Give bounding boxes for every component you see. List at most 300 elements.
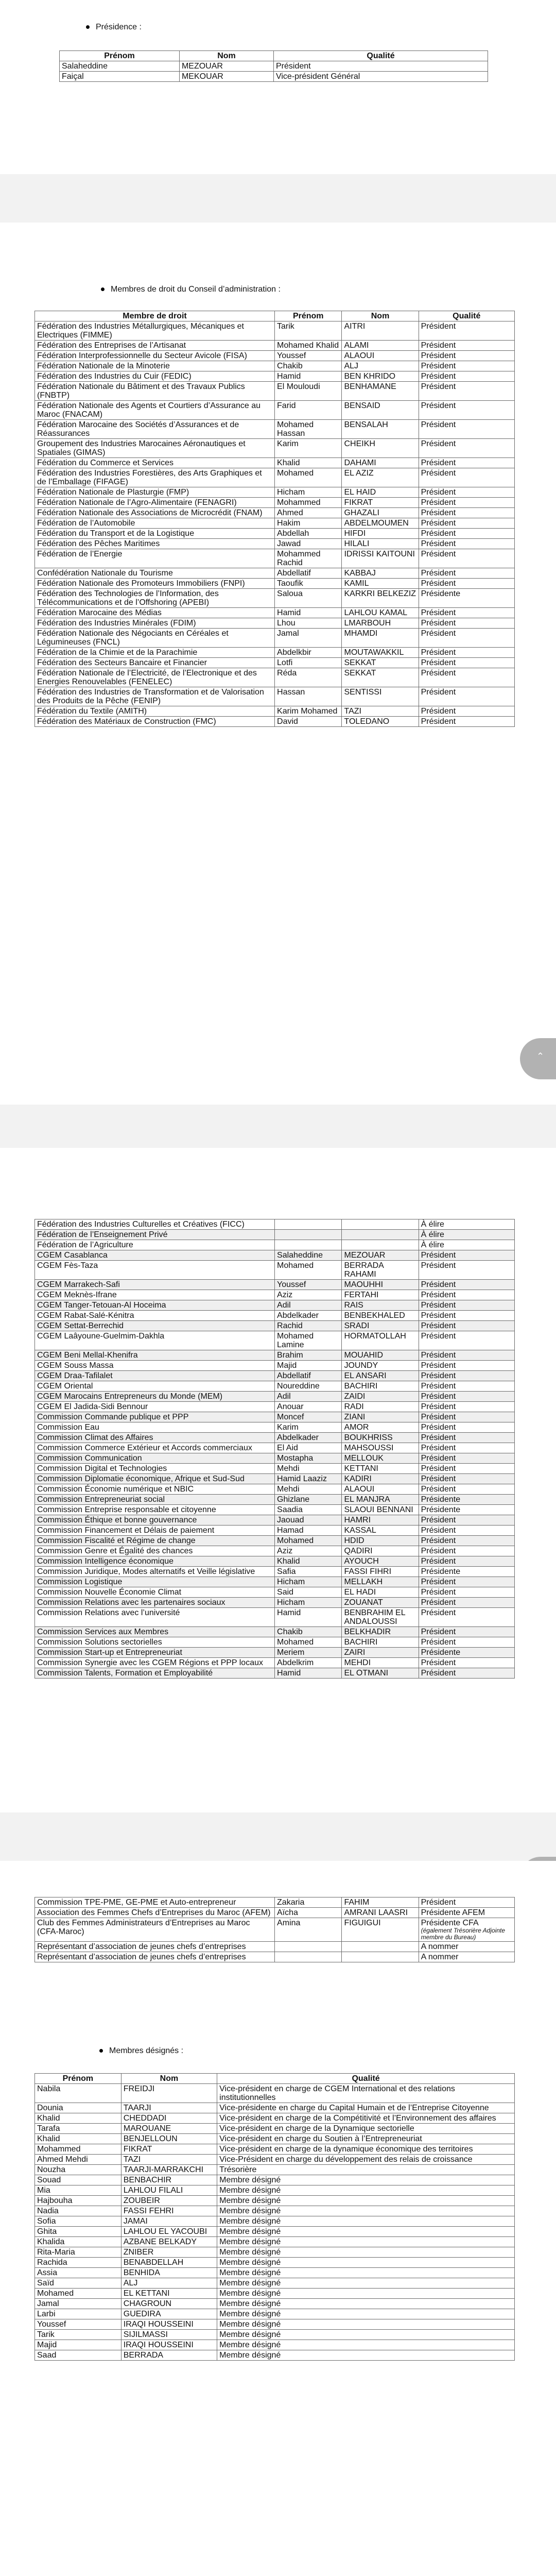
table-row: [35, 1587, 515, 1598]
table-cell: Fédération Nationale des Associations de Microcrédit (FNAM): [35, 508, 275, 518]
table-cell: Président: [419, 382, 514, 401]
table-cell: Farid: [275, 401, 342, 420]
table-cell: Président: [419, 618, 514, 629]
scroll-up-button[interactable]: [520, 1038, 556, 1079]
table-cell: Président: [419, 568, 514, 579]
table-cell: Commission Climat des Affaires: [35, 1433, 275, 1443]
table-cell: CGEM Fès-Taza: [35, 1261, 275, 1280]
table-cell: IDRISSI KAITOUNI: [342, 549, 419, 568]
table-cell: Fédération du Textile (AMITH): [35, 706, 275, 717]
table-row: [35, 2247, 515, 2258]
table-cell: Tarafa: [35, 2124, 121, 2134]
table-cell: Fédération des Entreprises de l’Artisanat: [35, 341, 275, 351]
document-page-3: [0, 1148, 556, 1812]
table-cell: Président: [419, 458, 514, 468]
table-cell: Abdelkader: [275, 1311, 342, 1321]
table-cell: AMOR: [342, 1422, 419, 1433]
table-cell: Président: [419, 1412, 514, 1422]
table-cell: ZOUANAT: [342, 1598, 419, 1608]
table-cell: Dounia: [35, 2103, 121, 2113]
table-cell: Noureddine: [275, 1381, 342, 1392]
table-cell: Président: [419, 549, 514, 568]
chevron-up-icon: ⌃: [536, 1051, 545, 1061]
table-cell: Membre désigné: [217, 2319, 515, 2330]
table-cell: Commission Fiscalité et Régime de change: [35, 1536, 275, 1546]
table-row: [35, 1942, 515, 1952]
table-cell: Président: [419, 371, 514, 382]
table-header-row: [60, 51, 488, 61]
table-cell: BENABDELLAH: [121, 2258, 217, 2268]
table-row: [35, 629, 515, 648]
table-cell: Mohamed Hassan: [275, 420, 342, 439]
table-row: [35, 1381, 515, 1392]
table-cell: Fédération des Secteurs Bancaire et Financier: [35, 658, 275, 668]
table-cell: Aïcha: [275, 1908, 342, 1918]
table-cell: CGEM Beni Mellal-Khenifra: [35, 1350, 275, 1361]
table-cell: MAOUHHI: [342, 1280, 419, 1290]
table-cell: Président: [419, 1350, 514, 1361]
table-cell: Abdellah: [275, 529, 342, 539]
table-cell: Karim: [275, 1422, 342, 1433]
table-cell: Président: [419, 1897, 514, 1908]
table-cell: ABDELMOUMEN: [342, 518, 419, 529]
table-cell: Président: [419, 401, 514, 420]
table-row: [35, 589, 515, 608]
table-cell: MOUAHID: [342, 1350, 419, 1361]
bullet-icon: [101, 287, 105, 291]
table-cell: Khalid: [35, 2113, 121, 2124]
table-row: [35, 1526, 515, 1536]
table-cell: Président: [419, 529, 514, 539]
table-cell: Président: [419, 1577, 514, 1587]
table-cell: Représentant d’association de jeunes chefs d’entreprises: [35, 1942, 275, 1952]
table-cell: El Aid: [275, 1443, 342, 1453]
table-row: [35, 1261, 515, 1280]
table-cell: CGEM Draa-Tafilalet: [35, 1371, 275, 1381]
table-row: [35, 468, 515, 487]
table-row: [35, 2165, 515, 2175]
table-cell: Présidente: [419, 1648, 514, 1658]
table-cell: Tarik: [35, 2330, 121, 2340]
table-cell: SIJILMASSI: [121, 2330, 217, 2340]
table-cell: CGEM Settat-Berrechid: [35, 1321, 275, 1331]
table-cell: Mehdi: [275, 1484, 342, 1495]
table-cell: BENHAMANE: [342, 382, 419, 401]
table-row: [35, 1350, 515, 1361]
table-cell: AMRANI LAASRI: [342, 1908, 419, 1918]
column-header: Nom: [121, 2074, 217, 2084]
table-cell: Commission Nouvelle Économie Climat: [35, 1587, 275, 1598]
cell-note: (également Trésorière Adjointe membre du Bureau): [421, 1927, 506, 1941]
table-cell: [275, 1942, 342, 1952]
table-cell: Khalid: [35, 2134, 121, 2144]
table-cell: Président: [419, 1464, 514, 1474]
table-cell: SEKKAT: [342, 658, 419, 668]
table-cell: Président: [419, 1453, 514, 1464]
table-cell: EL ANSARI: [342, 1371, 419, 1381]
table-cell: Commission Entrepreneuriat social: [35, 1495, 275, 1505]
table-cell: CGEM Rabat-Salé-Kénitra: [35, 1311, 275, 1321]
table-cell: Président: [419, 1311, 514, 1321]
document-page-1: [0, 0, 556, 174]
table-row: [35, 1371, 515, 1381]
column-header: Nom: [179, 51, 273, 61]
table-cell: Hamad: [275, 1526, 342, 1536]
table-cell: Sofia: [35, 2216, 121, 2227]
table-cell: Membre désigné: [217, 2185, 515, 2196]
table-cell: Membre désigné: [217, 2350, 515, 2361]
table-cell: Président: [419, 1280, 514, 1290]
table-cell: Saad: [35, 2350, 121, 2361]
table-cell: [275, 1230, 342, 1240]
table-cell: Jawad: [275, 539, 342, 549]
table-cell: KASSAL: [342, 1526, 419, 1536]
table-row: [35, 2103, 515, 2113]
table-cell: Président: [419, 1321, 514, 1331]
table-cell: KETTANI: [342, 1464, 419, 1474]
table-row: [35, 1897, 515, 1908]
table-cell: Rachid: [275, 1321, 342, 1331]
table-cell: [342, 1942, 419, 1952]
table-cell: Fédération des Industries Forestières, des Arts Graphiques et de l’Emballage (FIFAGE): [35, 468, 275, 487]
table-cell: ZNIBER: [121, 2247, 217, 2258]
table-cell: Président: [419, 717, 514, 727]
table-cell: Membre désigné: [217, 2258, 515, 2268]
table-row: [35, 351, 515, 361]
table-cell: Fédération de l’Automobile: [35, 518, 275, 529]
bullet-icon: [86, 25, 90, 29]
table-row: [35, 458, 515, 468]
table-cell: Mohammed Rachid: [275, 549, 342, 568]
table-cell: Président: [419, 1443, 514, 1453]
table-row: [35, 1567, 515, 1577]
table-cell: Mia: [35, 2185, 121, 2196]
table-cell: Ghita: [35, 2227, 121, 2237]
table-cell: MOUTAWAKKIL: [342, 648, 419, 658]
table-cell: Président: [419, 608, 514, 618]
table-cell: Membre désigné: [217, 2247, 515, 2258]
table-row: [35, 1412, 515, 1422]
table-row: [35, 2340, 515, 2350]
table-row: [35, 568, 515, 579]
table-cell: Aziz: [275, 1290, 342, 1300]
table-cell: Commission Genre et Égalité des chances: [35, 1546, 275, 1556]
table-row: [35, 2175, 515, 2185]
table-cell: Fédération de la Chimie et de la Parachimie: [35, 648, 275, 658]
table-cell: Membre désigné: [217, 2196, 515, 2206]
table-row: [35, 717, 515, 727]
table-cell: TAZI: [121, 2155, 217, 2165]
column-header: Prénom: [275, 311, 342, 321]
table-cell: Club des Femmes Administrateurs d’Entreprises au Maroc (CFA-Maroc): [35, 1918, 275, 1942]
column-header: Qualité: [419, 311, 514, 321]
table-row: [60, 61, 488, 72]
table-cell: BACHIRI: [342, 1637, 419, 1648]
table-cell: Fédération du Commerce et Services: [35, 458, 275, 468]
section-heading-membres-designes: Membres désignés :: [99, 2046, 552, 2056]
table-row: [35, 687, 515, 706]
table-cell: KABBAJ: [342, 568, 419, 579]
table-row: [35, 1240, 515, 1250]
table-cell: KARKRI BELKEZIZ: [342, 589, 419, 608]
table-cell: Souad: [35, 2175, 121, 2185]
table-cell: Rachida: [35, 2258, 121, 2268]
table-cell: Khalid: [275, 458, 342, 468]
table-cell: Président: [419, 658, 514, 668]
table-cell: FERTAHI: [342, 1290, 419, 1300]
table-row: [35, 1219, 515, 1230]
table-cell: Hassan: [275, 687, 342, 706]
table-cell: Président: [419, 1392, 514, 1402]
table-cell: CHEDDADI: [121, 2113, 217, 2124]
table-cell: Youssef: [275, 351, 342, 361]
membres-droit-table: [34, 311, 515, 727]
table-row: [35, 1453, 515, 1464]
table-cell: Salaheddine: [60, 61, 180, 72]
document-page-4: [0, 1861, 556, 2576]
table-row: [35, 1637, 515, 1648]
table-cell: Président: [419, 1598, 514, 1608]
table-cell: ZIANI: [342, 1412, 419, 1422]
table-cell: SRADI: [342, 1321, 419, 1331]
table-cell: David: [275, 717, 342, 727]
table-cell: Président: [419, 1668, 514, 1679]
table-row: [35, 1648, 515, 1658]
table-cell: BENHIDA: [121, 2268, 217, 2278]
table-cell: FAHIM: [342, 1897, 419, 1908]
table-cell: MAHSOUSSI: [342, 1443, 419, 1453]
table-cell: GHAZALI: [342, 508, 419, 518]
table-cell: A nommer: [419, 1952, 514, 1962]
table-cell: Fédération des Industries Minérales (FDIM): [35, 618, 275, 629]
table-cell: LMARBOUH: [342, 618, 419, 629]
table-row: [35, 648, 515, 658]
table-cell: ZAIRI: [342, 1648, 419, 1658]
table-row: [35, 1474, 515, 1484]
document-page-2: [0, 223, 556, 1105]
table-cell: Membre désigné: [217, 2330, 515, 2340]
table-row: [35, 1598, 515, 1608]
table-cell: CGEM Laâyoune-Guelmim-Dakhla: [35, 1331, 275, 1350]
table-cell: FIGUIGUI: [342, 1918, 419, 1942]
table-cell: ZAIDI: [342, 1392, 419, 1402]
table-row: [35, 1515, 515, 1526]
table-row: [35, 2237, 515, 2247]
table-cell: Présidente: [419, 1567, 514, 1577]
table-cell: Hicham: [275, 1577, 342, 1587]
table-cell: SEKKAT: [342, 668, 419, 687]
table-cell: Commission Digital et Technologies: [35, 1464, 275, 1474]
table-cell: Confédération Nationale du Tourisme: [35, 568, 275, 579]
table-cell: Fédération des Industries de Transformation et de Valorisation des Produits de la Pêche (FENIP): [35, 687, 275, 706]
table-cell: Président: [419, 1300, 514, 1311]
table-cell: Président: [419, 1637, 514, 1648]
table-cell: Président: [419, 539, 514, 549]
table-cell: Aziz: [275, 1546, 342, 1556]
table-cell: TOLEDANO: [342, 717, 419, 727]
table-cell: Président: [419, 648, 514, 658]
table-row: [35, 2330, 515, 2340]
table-cell: IRAQI HOUSSEINI: [121, 2340, 217, 2350]
table-cell: Commission Diplomatie économique, Afrique et Sud-Sud: [35, 1474, 275, 1484]
table-cell: Président: [419, 518, 514, 529]
table-cell: Fédération Nationale du Bâtiment et des Travaux Publics (FNBTP): [35, 382, 275, 401]
table-cell: Président: [419, 439, 514, 458]
table-cell: FASSI FIHRI: [342, 1567, 419, 1577]
table-cell: HILALI: [342, 539, 419, 549]
table-cell: Commission Logistique: [35, 1577, 275, 1587]
table-cell: Tarik: [275, 321, 342, 341]
table-cell: Membre désigné: [217, 2289, 515, 2299]
table-cell: Président: [419, 361, 514, 371]
table-cell: Commission Relations avec les partenaires sociaux: [35, 1598, 275, 1608]
table-cell: MEZOUAR: [342, 1250, 419, 1261]
table-cell: Vice-président en charge de la Compétitivité et l’Environnement des affaires: [217, 2113, 515, 2124]
table-cell: FIKRAT: [342, 498, 419, 508]
table-cell: JAMAI: [121, 2216, 217, 2227]
table-cell: Jamal: [275, 629, 342, 648]
table-row: [35, 1280, 515, 1290]
table-cell: JOUNDY: [342, 1361, 419, 1371]
table-cell: Membre désigné: [217, 2216, 515, 2227]
table-row: [35, 2206, 515, 2216]
table-cell: Présidente: [419, 1495, 514, 1505]
table-cell: Saloua: [275, 589, 342, 608]
table-cell: Présidente CFA (également Trésorière Adjointe membre du Bureau): [419, 1918, 514, 1942]
table-cell: Ghizlane: [275, 1495, 342, 1505]
table-cell: Fédération Nationale de l’Agro-Alimentaire (FENAGRI): [35, 498, 275, 508]
table-cell: Mehdi: [275, 1464, 342, 1474]
table-cell: CGEM Tanger-Tetouan-Al Hoceima: [35, 1300, 275, 1311]
table-row: [35, 1250, 515, 1261]
table-cell: Hamid Laaziz: [275, 1474, 342, 1484]
table-row: [35, 2350, 515, 2361]
table-cell: Président: [419, 1484, 514, 1495]
table-row: [35, 1433, 515, 1443]
table-cell: Brahim: [275, 1350, 342, 1361]
table-cell: Président: [419, 1433, 514, 1443]
table-cell: Président: [419, 341, 514, 351]
table-cell: Commission Commerce Extérieur et Accords commerciaux: [35, 1443, 275, 1453]
table-cell: Anouar: [275, 1402, 342, 1412]
table-row: [35, 1300, 515, 1311]
table-row: [35, 549, 515, 568]
table-cell: RADI: [342, 1402, 419, 1412]
table-cell: Trésorière: [217, 2165, 515, 2175]
table-row: [35, 1952, 515, 1962]
table-cell: Président: [419, 1556, 514, 1567]
table-cell: [342, 1240, 419, 1250]
table-cell: Commission Communication: [35, 1453, 275, 1464]
table-row: [35, 2185, 515, 2196]
table-cell: TAARJI-MARRAKCHI: [121, 2165, 217, 2175]
table-cell: ALAMI: [342, 341, 419, 351]
table-cell: HORMATOLLAH: [342, 1331, 419, 1350]
table-cell: Président: [419, 579, 514, 589]
table-cell: Président: [419, 668, 514, 687]
table-cell: Nadia: [35, 2206, 121, 2216]
table-cell: Président: [419, 508, 514, 518]
table-row: [35, 341, 515, 351]
table-cell: BERRADA: [121, 2350, 217, 2361]
table-cell: Présidente: [419, 589, 514, 608]
table-row: [35, 2299, 515, 2309]
column-header: Nom: [342, 311, 419, 321]
table-row: [35, 1331, 515, 1350]
table-cell: Commission Synergie avec les CGEM Régions et PPP locaux: [35, 1658, 275, 1668]
table-cell: CHEIKH: [342, 439, 419, 458]
table-cell: Jamal: [35, 2299, 121, 2309]
table-row: [35, 2319, 515, 2330]
table-cell: MHAMDI: [342, 629, 419, 648]
table-cell: Président: [419, 1474, 514, 1484]
table-cell: Commission Éthique et bonne gouvernance: [35, 1515, 275, 1526]
table-cell: Président: [419, 351, 514, 361]
column-header: Membre de droit: [35, 311, 275, 321]
table-row: [35, 2084, 515, 2103]
table-cell: Salaheddine: [275, 1250, 342, 1261]
table-row: [35, 518, 515, 529]
table-cell: Ahmed: [275, 508, 342, 518]
table-cell: MELLAKH: [342, 1577, 419, 1587]
table-row: [35, 2144, 515, 2155]
table-header-row: [35, 2074, 515, 2084]
table-cell: HIFDI: [342, 529, 419, 539]
table-cell: EL HADI: [342, 1587, 419, 1598]
table-cell: ALAOUI: [342, 1484, 419, 1495]
column-header: Qualité: [273, 51, 488, 61]
table-cell: ZOUBEIR: [121, 2196, 217, 2206]
table-cell: AITRI: [342, 321, 419, 341]
table-cell: BEN KHRIDO: [342, 371, 419, 382]
table-cell: [275, 1219, 342, 1230]
table-cell: Membre désigné: [217, 2175, 515, 2185]
table-cell: [275, 1240, 342, 1250]
table-cell: Président: [419, 1608, 514, 1627]
table-cell: ALJ: [121, 2278, 217, 2289]
table-row: [35, 1658, 515, 1668]
table-cell: Karim: [275, 439, 342, 458]
table-cell: MEHDI: [342, 1658, 419, 1668]
table-cell: TAZI: [342, 706, 419, 717]
table-cell: Président: [419, 1536, 514, 1546]
table-cell: MEZOUAR: [179, 61, 273, 72]
table-cell: Président: [419, 1331, 514, 1350]
table-cell: Vice-Président en charge du développement des relais de croissance: [217, 2155, 515, 2165]
table-row: [35, 1627, 515, 1637]
table-row: [35, 2309, 515, 2319]
table-cell: Mohamed: [35, 2289, 121, 2299]
table-cell: Fédération Nationale des Promoteurs Immobiliers (FNPI): [35, 579, 275, 589]
table-cell: Commission Solutions sectorielles: [35, 1637, 275, 1648]
table-cell: Vice-président Général: [273, 72, 488, 82]
table-row: [35, 1608, 515, 1627]
table-cell: Président: [273, 61, 488, 72]
table-cell: Président: [419, 420, 514, 439]
table-cell: À élire: [419, 1219, 514, 1230]
table-row: [35, 1311, 515, 1321]
table-cell: Mohamed Lamine: [275, 1331, 342, 1350]
table-cell: Commission Relations avec l’université: [35, 1608, 275, 1627]
table-cell: Commission Entreprise responsable et citoyenne: [35, 1505, 275, 1515]
table-cell: BENBACHIR: [121, 2175, 217, 2185]
table-cell: Président: [419, 687, 514, 706]
table-cell: Moncef: [275, 1412, 342, 1422]
table-cell: EL MANJRA: [342, 1495, 419, 1505]
section-heading-presidence: Présidence :: [86, 23, 539, 32]
table-cell: MELLOUK: [342, 1453, 419, 1464]
table-cell: Fédération des Industries Métallurgiques, Mécaniques et Electriques (FIMME): [35, 321, 275, 341]
